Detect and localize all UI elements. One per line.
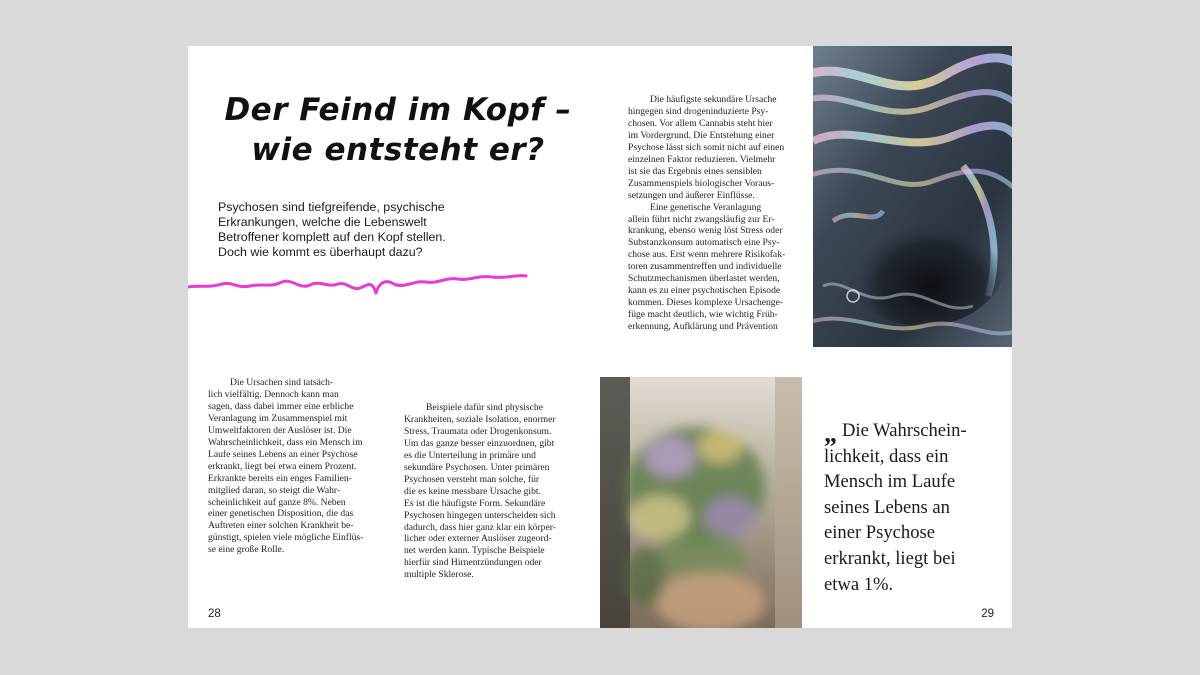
body-column-3: [628, 94, 808, 333]
body-line: krankung, ebenso wenig löst Stress oder: [628, 225, 783, 237]
body-line: kann es zu einer psychotischen Episode: [628, 285, 781, 297]
body-line: Krankheiten, soziale Isolation, enormer: [404, 413, 556, 425]
body-line: dadurch, dass hier ganz klar ein körper-: [404, 521, 556, 533]
body-line: erkennung, Aufklärung und Prävention: [628, 321, 778, 333]
body-line: Die Ursachen sind tatsäch-: [230, 377, 334, 388]
iridescent-wave-image: [813, 46, 1012, 347]
body-line: Umweltfaktoren der Auslöser ist. Die: [208, 424, 352, 436]
headline-line-2: wie entsteht er?: [251, 132, 545, 168]
body-line: ist sie das Ergebnis eines sensiblen: [628, 165, 762, 177]
body-line: Zusammenspiels biologischer Voraus-: [628, 177, 775, 189]
body-column-2: [404, 402, 586, 581]
lead-line: Erkrankungen, welche die Lebenswelt: [218, 215, 427, 229]
body-line: Substanzkonsum automatisch eine Psy-: [628, 237, 780, 249]
body-line: es die Unterteilung in primäre und: [404, 449, 536, 461]
body-line: Die häufigste sekundäre Ursache: [650, 94, 777, 105]
body-line: chose aus. Erst wenn mehrere Risikofak-: [628, 249, 786, 261]
body-line: Schutzmechanismen überlastet werden,: [628, 273, 780, 285]
body-line: chosen. Vor allem Cannabis steht hier: [628, 117, 773, 129]
quote-line: etwa 1%.: [824, 573, 894, 595]
body-line: sagen, dass dabei immer eine erbliche: [208, 400, 354, 412]
quote-line: seines Lebens an: [824, 496, 950, 518]
quote-line: lichkeit, dass ein: [824, 445, 949, 467]
page-number-left: 28: [208, 608, 221, 620]
lead-line: Betroffener komplett auf den Kopf stellen.: [218, 230, 446, 244]
body-line: Auftreten einer solchen Krankheit be-: [208, 520, 354, 532]
body-line: net werden kann. Typische Beispiele: [404, 545, 545, 557]
body-line: Wahrscheinlichkeit, dass ein Mensch im: [208, 436, 363, 448]
body-line: multiple Sklerose.: [404, 569, 474, 581]
body-line: Laufe seines Lebens an einer Psychose: [208, 448, 358, 460]
body-line: Psychose lässt sich somit nicht auf einen: [628, 141, 785, 153]
blurred-flowers-image: [600, 377, 802, 628]
body-line: füge macht deutlich, wie wichtig Früh-: [628, 309, 778, 321]
body-line: die es keine messbare Ursache gibt.: [404, 485, 541, 497]
body-line: Beispiele dafür sind physische: [426, 402, 543, 413]
body-line: einer genetischen Disposition, die das: [208, 508, 354, 520]
body-line: Eine genetische Veranlagung: [650, 201, 762, 213]
headline: [208, 90, 588, 170]
body-line: Um das ganze besser einzuordnen, gibt: [404, 437, 555, 449]
right-page: [600, 46, 1012, 628]
decorative-squiggle-line: [188, 268, 533, 298]
body-line: Psychosen hingegen unterscheiden sich: [404, 509, 556, 521]
body-line: setzungen und äußerer Einflüsse.: [628, 189, 755, 201]
body-line: erkrankt, liegt bei etwa einem Prozent.: [208, 460, 357, 472]
lead-paragraph: [218, 200, 488, 260]
magazine-spread: [188, 46, 1012, 628]
left-page: [188, 46, 600, 628]
body-line: kommen. Dieses komplexe Ursachenge-: [628, 297, 784, 309]
body-line: Psychosen versteht man solche, für: [404, 473, 540, 485]
body-line: im Vordergrund. Die Entstehung einer: [628, 129, 775, 141]
quote-line: Mensch im Laufe: [824, 471, 956, 493]
body-line: Veranlagung im Zusammenspiel mit: [208, 412, 348, 424]
body-line: einzelnen Faktor reduzieren. Vielmehr: [628, 153, 776, 165]
body-line: Erkrankte bereits ein enges Familien-: [208, 472, 352, 484]
page-number-right: 29: [981, 608, 994, 620]
lead-line: Psychosen sind tiefgreifende, psychische: [218, 200, 445, 214]
body-line: se eine große Rolle.: [208, 544, 285, 556]
body-line: scheinlichkeit auf ganze 8%. Neben: [208, 496, 346, 508]
body-line: hingegen sind drogeninduzierte Psy-: [628, 105, 769, 117]
body-line: lich vielfältig. Dennoch kann man: [208, 388, 339, 400]
body-line: allein führt nicht zwangsläufig zur Er-: [628, 213, 775, 225]
quote-line: erkrankt, liegt bei: [824, 547, 956, 569]
body-line: Es ist die häufigste Form. Sekundäre: [404, 497, 546, 509]
quote-mark-icon: „: [824, 419, 837, 448]
headline-line-1: Der Feind im Kopf –: [224, 92, 572, 128]
body-line: sekundäre Psychosen. Unter primären: [404, 461, 550, 473]
body-line: licher oder externer Auslöser zugeord-: [404, 533, 552, 545]
pull-quote: [824, 418, 1004, 597]
body-line: mitglied daran, so steigt die Wahr-: [208, 484, 341, 496]
lead-line: Doch wie kommt es überhaupt dazu?: [218, 245, 423, 259]
body-line: toren zusammentreffen und individuelle: [628, 261, 782, 273]
body-line: günstigt, spielen viele mögliche Einflüs-: [208, 532, 364, 544]
quote-line: einer Psychose: [824, 522, 936, 544]
body-column-1: [208, 377, 390, 556]
quote-line: „ Die Wahrschein-: [824, 419, 967, 448]
body-line: hierfür sind Hirnentzündungen oder: [404, 557, 542, 569]
body-line: Stress, Traumata oder Drogenkonsum.: [404, 425, 552, 437]
